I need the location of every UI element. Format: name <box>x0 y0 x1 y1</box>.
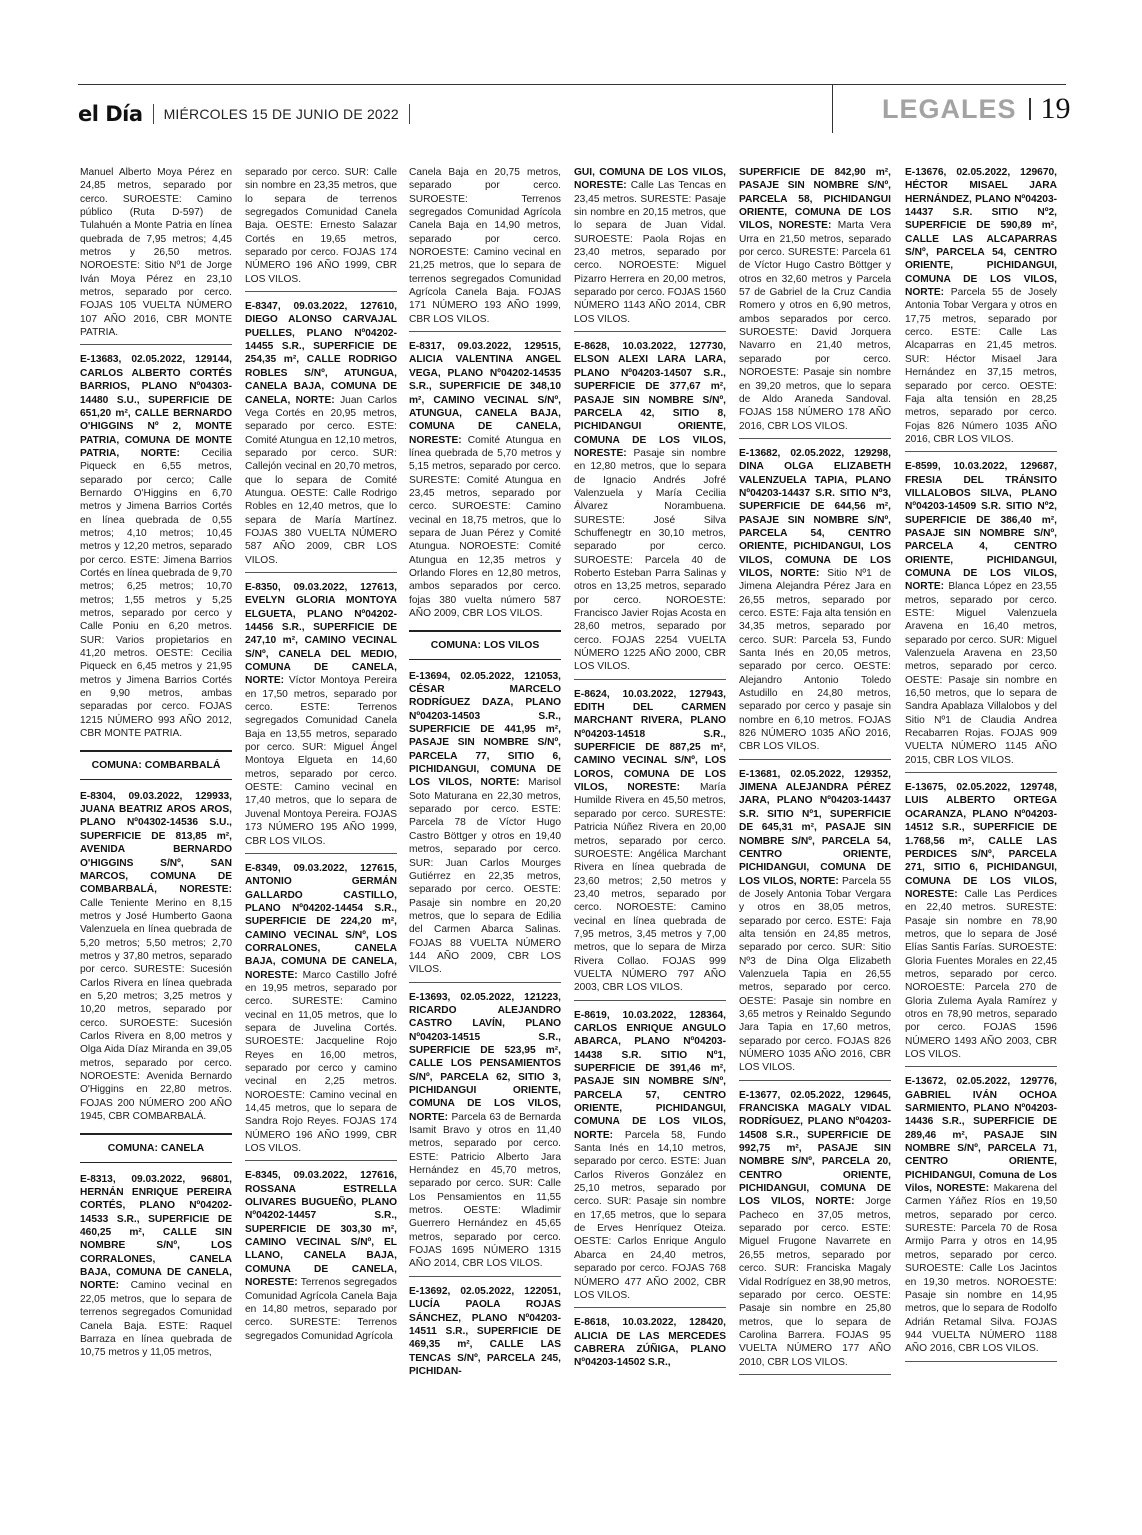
column-4 <box>574 166 726 1466</box>
commune-heading: COMUNA: COMBARBALÁ <box>80 750 232 779</box>
notice-body: Canela Baja en 20,75 metros, separado por cerco. SUROESTE: Terrenos segregados Comunidad Agrícola Canela Baja en 14,90 metros, separado por cerco. NOROESTE: Camino vecinal en 21,25 metros, que lo separa de terrenos segregados Comunidad Agrícola Canela Baja. FOJAS 171 NÚMERO 193 AÑO 1999, CBR LOS VILOS. <box>409 167 561 325</box>
legal-notice <box>409 991 561 1271</box>
notice-body: Parcela 58, Fundo Santa Inés en 14,10 metros, separado por cerco. ESTE: Juan Carlos Riveros González en 25,10 metros, separado por cerco. SUR: Pasaje sin nombre en 17,65 metros, que lo separa de Erves Henríquez Oteiza. OESTE: Carlos Enrique Angulo Abarca en 24,40 metros, separado por cerco. FOJAS 768 NÚMERO 477 AÑO 2002, CBR LOS VILOS. <box>574 1129 726 1301</box>
legal-notice <box>409 340 561 620</box>
notice-heading: E-13683, 02.05.2022, 129144, CARLOS ALBERTO CORTÉS BARRIOS, PLANO Nº04303-14480 S.U., SUPERFICIE DE 651,20 m², CALLE BERNARDO O'HIGGINS Nº 2, MONTE PATRIA, COMUNA DE MONTE PATRIA, NORTE: <box>80 354 232 459</box>
notice-body: Makarena del Carmen Yáñez Ríos en 19,50 metros, separado por cerco. SURESTE: Parcela 70 de Rosa Armijo Parra y otros en 14,95 metros, separado por cerco. SUROESTE: Calle Los Jacintos en 19,30 metros. NOROESTE: Pasaje sin nombre en 14,95 metros, que lo separa de Rodolfo Adrián Retamal Silva. FOJAS 944 VUELTA NÚMERO 1188 AÑO 2016, CBR LOS VILOS. <box>905 1183 1057 1355</box>
notice-heading: E-13694, 02.05.2022, 121053, CÉSAR MARCELO RODRÍGUEZ DAZA, PLANO Nº04203-14503 S.R., SUPERFICIE DE 441,95 m², PASAJE SIN NOMBRE S/Nº, PARCELA 77, SITIO 6, PICHIDANGUI, COMUNA DE LOS VILOS, NORTE: <box>409 670 561 789</box>
notice-divider <box>245 572 397 573</box>
legal-notice <box>409 670 561 977</box>
notice-heading: E-8599, 10.03.2022, 129687, FRESIA DEL TRÁNSITO VILLALOBOS SILVA, PLANO Nº04203-14509 S.R. SITIO Nº2, SUPERFICIE DE 386,40 m², PASAJE SIN NOMBRE S/Nº, PARCELA 4, CENTRO ORIENTE, PICHIDANGUI, COMUNA DE LOS VILOS, NORTE: <box>905 461 1057 593</box>
notice-space <box>180 448 202 459</box>
legal-notice <box>245 166 397 286</box>
notice-divider <box>905 1066 1057 1067</box>
notice-body: Terrenos segregados Comunidad Agrícola Canela Baja en 14,80 metros, separado por cerco. SURESTE: Terrenos segregados Comunidad Agrícola <box>245 1277 397 1342</box>
notice-divider <box>409 982 561 983</box>
notice-heading: E-13681, 02.05.2022, 129352, JIMENA ALEJANDRA PÉREZ JARA, PLANO Nº04203-14437 S.R. SITIO Nº1, SUPERFICIE DE 645,31 m², PASAJE SIN NOMBRE S/Nº, PARCELA 54, CENTRO ORIENTE, PICHIDANGUI, COMUNA DE LOS VILOS, NORTE: <box>739 768 891 887</box>
notice-space <box>944 287 951 298</box>
legal-notice <box>574 1009 726 1303</box>
legal-notice <box>905 781 1057 1061</box>
notice-body: Pasaje sin nombre en 12,80 metros, que lo separa de Ignacio Andrés Jofré Valenzuela y María Cecilia Álvarez Norambuena. SURESTE: José Silva Schuffenegtr en 30,10 metros, separado por cerco. SUROESTE: Parcela 40 de Roberto Esteban Parra Salinas y otros en 13,25 metros, separado por cerco. NOROESTE: Francisco Javier Rojas Acosta en 28,60 metros, separado por cerco. FOJAS 2254 VUELTA NÚMERO 1225 AÑO 2000, CBR LOS VILOS. <box>574 447 726 673</box>
notice-divider <box>245 1160 397 1161</box>
notice-body: Cecilia Piqueck en 6,55 metros, separado por cerco; Calle Bernardo O'Higgins en 6,70 metros y Jimena Barrios Cortés en línea quebrada de 0,55 metros; 4,10 metros; 10,45 metros y 12,20 metros, separado por cerco. ESTE: Jimena Barrios Cortés en línea quebrada de 9,70 metros; 6,25 metros; 10,70 metros; 1,55 metros y 5,25 metros, separado por cerco y Calle Poniu en 6,20 metros. SUR: Varios propietarios en 41,20 metros. OESTE: Cecilia Piqueck en 6,45 metros y 21,95 metros y Jimena Barrios Cortés en 9,90 metros, ambas separadas por cerco. FOJAS 1215 NÚMERO 993 AÑO 2012, CBR MONTE PATRIA. <box>80 447 232 740</box>
column-5 <box>739 166 891 1466</box>
page-number: 19 <box>1040 92 1071 125</box>
legal-notice <box>245 862 397 1156</box>
notice-heading: E-13692, 02.05.2022, 122051, LUCÍA PAOLA ROJAS SÁNCHEZ, PLANO Nº04203-14511 S.R., SUPERFICIE DE 469,35 m², CALLE LAS TENCAS S/Nº, PARCELA 245, PICHIDAN- <box>409 1285 561 1377</box>
notice-heading: E-13675, 02.05.2022, 129748, LUIS ALBERTO ORTEGA OCARANZA, PLANO Nº04203-14512 S.R., SUPERFICIE DE 1.768,56 m², CALLE LAS PERDICES S/Nº, PARCELA 271, SITIO 6, PICHIDANGUI, COMUNA DE LOS VILOS, NORESTE: <box>905 782 1057 900</box>
legal-notice <box>905 166 1057 446</box>
masthead-divider <box>153 104 154 124</box>
legal-notice <box>905 1075 1057 1355</box>
column-3 <box>409 166 561 1466</box>
legal-notice <box>80 1173 232 1360</box>
notice-heading: E-13677, 02.05.2022, 129645, FRANCISKA MAGALY VIDAL RODRÍGUEZ, PLANO Nº04203-14508 S.R., SUPERFICIE DE 992,75 m², PASAJE SIN NOMBRE S/Nº, PARCELA 20, CENTRO ORIENTE, PICHIDANGUI, COMUNA DE LOS VILOS, NORTE: <box>739 1089 891 1208</box>
notice-body: Parcela 55 de Josely Antonia Tobar Vergara y otros en 17,75 metros, separado por cerco. ESTE: Calle Las Alcaparras en 21,45 metros. SUR: Héctor Misael Jara Hernández en 37,15 metros, separado por cerco. OESTE: Faja alta tensión en 28,25 metros, separado por cerco. Fojas 826 Número 1035 AÑO 2016, CBR LOS VILOS. <box>905 287 1057 445</box>
column-6 <box>905 166 1057 1466</box>
notice-divider <box>80 344 232 345</box>
notice-body: Calle Las Perdices en 22,40 metros. SURESTE: Pasaje sin nombre en 78,90 metros, que lo separa de José Elías Santis Farías. SUROESTE: Gloria Fuentes Morales en 22,45 metros, separado por cerco. NOROESTE: Parcela 270 de Gloria Zulema Ayala Ramírez y otros en 78,90 metros, separado por cerco. FOJAS 1596 NÚMERO 1493 AÑO 2003, CBR LOS VILOS. <box>905 888 1057 1060</box>
notice-divider <box>574 679 726 680</box>
notice-divider <box>245 853 397 854</box>
notice-divider <box>245 291 397 292</box>
notice-divider <box>905 772 1057 773</box>
legal-notice <box>739 1089 891 1369</box>
legal-notice <box>574 1316 726 1369</box>
notice-space <box>627 448 634 459</box>
commune-heading: COMUNA: LOS VILOS <box>409 630 561 659</box>
notice-heading: E-8624, 10.03.2022, 127943, EDITH DEL CARMEN MARCHANT RIVERA, PLANO Nº04203-14518 S.R., SUPERFICIE DE 887,25 m², CAMINO VECINAL S/Nº, LOS LOROS, COMUNA DE LOS VILOS, NORESTE: <box>574 688 726 794</box>
legal-notice <box>245 581 397 848</box>
notice-body: Blanca López en 23,55 metros, separado por cerco. ESTE: Miguel Valenzuela Aravena en 16,40 metros, separado por cerco. SUR: Miguel Valenzuela Aravena en 23,50 metros, separado por cerco. OESTE: Pasaje sin nombre en 16,50 metros, que lo separa de Sandra Apablaza Villalobos y del Sitio Nº1 de Claudia Andrea Recabarren Rojas. FOJAS 909 VUELTA NÚMERO 1145 AÑO 2015, CBR LOS VILOS. <box>905 581 1057 766</box>
masthead <box>78 100 420 128</box>
notice-heading: E-8618, 10.03.2022, 128420, ALICIA DE LAS MERCEDES CABRERA ZÚÑIGA, PLANO Nº04203-14502 S.R., <box>574 1317 726 1369</box>
notice-body: Camino vecinal en 22,05 metros, que lo separa de terrenos segregados Comunidad Canela Baja. ESTE: Raquel Barraza en línea quebrada de 10,75 metros y 11,05 metros, <box>80 1280 232 1359</box>
notice-body: Juan Carlos Vega Cortés en 20,95 metros, separado por cerco. ESTE: Comité Atungua en 12,10 metros, separado por cerco. SUR: Callejón vecinal en 20,70 metros, que lo separa de Comité Atungua. OESTE: Calle Rodrigo Robles en 12,40 metros, que lo separa de María Martínez. FOJAS 380 VUELTA NÚMERO 587 AÑO 2009, CBR LOS VILOS. <box>245 394 397 566</box>
notice-heading: GUI, COMUNA DE LOS VILOS, NORESTE: <box>574 167 726 192</box>
notice-divider <box>739 759 891 760</box>
commune-heading: COMUNA: CANELA <box>80 1133 232 1162</box>
notice-heading: E-8619, 10.03.2022, 128364, CARLOS ENRIQUE ANGULO ABARCA, PLANO Nº04203-14438 S.R. SITIO Nº1, SUPERFICIE DE 391,46 m², PASAJE SIN NOMBRE S/Nº, PARCELA 57, CENTRO ORIENTE, PICHIDANGUI, COMUNA DE LOS VILOS, NORTE: <box>574 1009 726 1141</box>
notice-divider <box>409 331 561 332</box>
legal-notice <box>245 1169 397 1342</box>
legal-notice <box>409 1285 561 1378</box>
section-divider <box>1029 98 1031 120</box>
section-title: LEGALES <box>882 93 1017 124</box>
notice-divider <box>409 1276 561 1277</box>
notice-heading: E-8628, 10.03.2022, 127730, ELSON ALEXI LARA LARA, PLANO Nº04203-14507 S.R., SUPERFICIE DE 377,67 m², PASAJE SIN NOMBRE S/Nº, PARCELA 42, SITIO 8, PICHIDANGUI ORIENTE, COMUNA DE LOS VILOS, NORESTE: <box>574 341 726 459</box>
column-2 <box>245 166 397 1466</box>
newspaper-logo: el Día <box>78 102 143 126</box>
notice-heading: E-13676, 02.05.2022, 129670, HÉCTOR MISAEL JARA HERNÁNDEZ, PLANO Nº04203-14437 S.R. SITIO Nº2, SUPERFICIE DE 590,89 m², CALLE LAS ALCAPARRAS S/Nº, PARCELA 54, CENTRO ORIENTE, PICHIDANGUI, COMUNA DE LOS VILOS, NORTE: <box>905 167 1057 299</box>
notice-heading: E-8304, 09.03.2022, 129933, JUANA BEATRIZ AROS AROS, PLANO Nº04302-14536 S.U., SUPERFICIE DE 813,85 m², AVENIDA BERNARDO O'HIGGINS S/Nº, SAN MARCOS, COMUNA DE COMBARBALÁ, NORESTE: <box>80 790 232 896</box>
notice-heading: E-8317, 09.03.2022, 129515, ALICIA VALENTINA ANGEL VEGA, PLANO Nº04202-14535 S.R., SUPERFICIE DE 348,10 m², CAMINO VECINAL S/Nº, ATUNGUA, CANELA BAJA, COMUNA DE CANELA, NORESTE: <box>409 341 561 446</box>
notice-divider <box>905 1361 1057 1362</box>
column-1 <box>80 166 232 1466</box>
notice-heading: E-8313, 09.03.2022, 96801, HERNÁN ENRIQUE PEREIRA CORTÉS, PLANO Nº04202-14533 S.R., SUPERFICIE DE 460,25 m², CALLE SIN NOMBRE S/Nº, LOS CORRALONES, CANELA BAJA, COMUNA DE CANELA, NORTE: <box>80 1173 232 1292</box>
notice-space <box>119 1280 131 1291</box>
header-top-rule <box>78 84 1066 85</box>
legal-notice <box>739 768 891 1075</box>
legal-notice <box>574 340 726 674</box>
notice-body: separado por cerco. SUR: Calle sin nombre en 23,35 metros, que lo separa de terrenos segregados Comunidad Canela Baja. OESTE: Ernesto Salazar Cortés en 19,65 metros, separado por cerco. FOJAS 174 NÚMERO 196 AÑO 1999, CBR LOS VILOS. <box>245 167 397 285</box>
legal-notice <box>905 460 1057 767</box>
legal-notice <box>739 166 891 433</box>
notice-space <box>854 1196 865 1207</box>
notice-body: Parcela 55 de Josely Antonia Tobar Vergara y otros en 38,05 metros, separado por cerco. ESTE: Faja alta tensión en 24,85 metros, separado por cerco. SUR: Sitio Nº3 de Dina Olga Elizabeth Valenzuela Tapia en 26,55 metros, separado por cerco. OESTE: Pasaje sin nombre en 3,65 metros y Reinaldo Segundo Jara Tapia en 17,60 metros, separado por cerco. FOJAS 826 NÚMERO 1035 AÑO 2016, CBR LOS VILOS. <box>739 875 891 1074</box>
legal-notice <box>80 790 232 1124</box>
notice-divider <box>574 1000 726 1001</box>
notice-heading: E-13672, 02.05.2022, 129776, GABRIEL IVÁN OCHOA SARMIENTO, PLANO Nº04203-14436 S.R., SUPERFICIE DE 289,46 m², PASAJE SIN NOMBRE S/Nº, PARCELA 71, CENTRO ORIENTE, PICHIDANGUI, Comuna de Los Vilos, NORESTE: <box>905 1076 1057 1195</box>
section-header <box>882 92 1071 126</box>
notice-body: Jorge Pacheco en 37,05 metros, separado por cerco. ESTE: Miguel Frugone Navarrete en 26,55 metros, separado por cerco. SUR: Franciska Magaly Vidal Rodríguez en 38,90 metros, separado por cerco. OESTE: Pasaje sin nombre en 25,80 metros, que lo separa de Carolina Barrera. FOJAS 95 VUELTA NÚMERO 177 AÑO 2010, CBR LOS VILOS. <box>739 1196 891 1368</box>
notice-heading: E-8347, 09.03.2022, 127610, DIEGO ALONSO CARVAJAL PUELLES, PLANO Nº04202-14455 S.R., SUPERFICIE DE 254,35 m², CALLE RODRIGO ROBLES S/Nº, ATUNGUA, CANELA BAJA, COMUNA DE CANELA, NORTE: <box>245 301 397 406</box>
legal-notice <box>574 688 726 995</box>
notice-body: María Humilde Rivera en 45,50 metros, separado por cerco. SURESTE: Patricia Núñez Rivera en 20,00 metros, separado por cerco. SUROESTE: Angélica Marchant Rivera en línea quebrada de 23,60 metros; 2,50 metros y 23,40 metros, separado por cerco. NOROESTE: Camino vecinal en línea quebrada de 7,95 metros, 3,45 metros y 7,00 metros, que lo separa de Mirza Rivera Collao. FOJAS 999 VUELTA NÚMERO 797 AÑO 2003, CBR LOS VILOS. <box>574 782 726 994</box>
legal-notice <box>80 353 232 740</box>
notice-divider <box>574 331 726 332</box>
legal-notice <box>739 447 891 754</box>
legal-notice <box>409 166 561 326</box>
notice-body: Parcela 63 de Bernarda Isamit Bravo y otros en 11,40 metros, separado por cerco. ESTE: Patricio Alberto Jara Hernández en 45,70 metros, separado por cerco. SUR: Calle Los Pensamientos en 11,55 metros. OESTE: Wladimir Guerrero Hernández en 45,65 metros, separado por cerco. FOJAS 1695 NÚMERO 1315 AÑO 2014, CBR LOS VILOS. <box>409 1111 561 1270</box>
notice-divider <box>574 1307 726 1308</box>
notice-body: Sitio Nº1 de Jimena Alejandra Pérez Jara en 26,55 metros, separado por cerco. ESTE: Faja alta tensión en 34,35 metros, separado por cerco. SUR: Parcela 53, Fundo Santa Inés en 20,05 metros, separado por cerco. OESTE: Alejandro Antonio Toledo Astudillo en 24,80 metros, separado por cerco y pasaje sin nombre en 6,10 metros. FOJAS 826 NÚMERO 1035 AÑO 2016, CBR LOS VILOS. <box>739 567 891 753</box>
notice-body: Marisol Soto Maturana en 22,30 metros, separado por cerco. ESTE: Parcela 78 de Víctor Hugo Castro Böttger y otros en 19,40 metros, separado por cerco. SUR: Juan Carlos Mourges Gutiérrez en 22,35 metros, separado por cerco. OESTE: Pasaje sin nombre en 20,20 metros, que lo separa de Edilia del Carmen Abarca Salinas. FOJAS 88 VUELTA NÚMERO 144 AÑO 2009, CBR LOS VILOS. <box>409 777 561 976</box>
legal-notice <box>245 300 397 567</box>
legal-notice <box>80 166 232 339</box>
notice-space <box>613 1130 625 1141</box>
notice-body: Manuel Alberto Moya Pérez en 24,85 metros, separado por cerco. SUROESTE: Camino público (Ruta D-597) de Tulahuén a Monte Patria en línea quebrada de 7,95 metros; 4,45 metros y 26,50 metros. NOROESTE: Sitio Nº1 de Jorge Iván Moya Pérez en 23,10 metros, separado por cerco. FOJAS 105 VUELTA NÚMERO 107 AÑO 2016, CBR MONTE PATRIA. <box>80 167 232 339</box>
header-vertical-rule <box>832 84 833 133</box>
notice-heading: E-8349, 09.03.2022, 127615, ANTONIO GERMÁN GALLARDO CASTILLO, PLANO Nº04202-14454 S.R., SUPERFICIE DE 224,20 m², CAMINO VECINAL S/Nº, LOS CORRALONES, CANELA BAJA, COMUNA DE CANELA, NORESTE: <box>245 862 397 981</box>
notice-divider <box>739 1374 891 1375</box>
notice-heading: E-13682, 02.05.2022, 129298, DINA OLGA ELIZABETH VALENZUELA TAPIA, PLANO Nº04203-14437 S.R. SITIO Nº3, SUPERFICIE DE 644,56 m², PASAJE SIN NOMBRE S/Nº, PARCELA 54, CENTRO ORIENTE, PICHIDANGUI, LOS VILOS, COMUNA DE LOS VILOS, NORTE: <box>739 447 891 579</box>
notice-heading: E-8350, 09.03.2022, 127613, EVELYN GLORIA MONTOYA ELGUETA, PLANO Nº04202-14456 S.R., SUPERFICIE DE 247,10 m², CAMINO VECINAL S/Nº, CANELA DEL MEDIO, COMUNA DE CANELA, NORTE: <box>245 581 397 687</box>
notice-heading: E-13693, 02.05.2022, 121223, RICARDO ALEJANDRO CASTRO LAVÍN, PLANO Nº04203-14515 S.R., SUPERFICIE DE 523,95 m², CALLE LOS PENSAMIENTOS S/Nº, PARCELA 62, SITIO 3, PICHIDANGUI ORIENTE, COMUNA DE LOS VILOS, NORTE: <box>409 991 561 1123</box>
notice-body: Marco Castillo Jofré en 19,95 metros, separado por cerco. SURESTE: Camino vecinal en 11,05 metros, que lo separa de Juvelina Cortés. SUROESTE: Jacqueline Rojo Reyes en 16,00 metros, separado por cerco y camino vecinal en 2,25 metros. NOROESTE: Camino vecinal en 14,45 metros, que lo separa de Sandra Rojo Reyes. FOJAS 174 NÚMERO 196 AÑO 1999, CBR LOS VILOS. <box>245 969 397 1155</box>
notice-divider <box>905 451 1057 452</box>
notice-divider <box>739 438 891 439</box>
notice-heading: SUPERFICIE DE 842,90 m², PASAJE SIN NOMBRE S/Nº, PARCELA 58, PICHIDANGUI ORIENTE, COMUNA DE LOS VILOS, NORESTE: <box>739 167 891 232</box>
notice-body: Víctor Montoya Pereira en 17,50 metros, separado por cerco. ESTE: Terrenos segregados Comunidad Canela Baja en 13,55 metros, separado por cerco. SUR: Miguel Ángel Montoya Elgueta en 14,60 metros, separado por cerco. OESTE: Camino vecinal en 17,40 metros, que lo separa de Juvenal Montoya Pereira. FOJAS 173 NÚMERO 195 AÑO 1999, CBR LOS VILOS. <box>245 675 397 847</box>
notice-heading: E-8345, 09.03.2022, 127616, ROSSANA ESTRELLA OLIVARES BUGUEÑO, PLANO Nº04202-14457 S.R., SUPERFICIE DE 303,30 m², CAMINO VECINAL S/Nº, EL LLANO, CANELA BAJA, COMUNA DE CANELA, NORESTE: <box>245 1170 397 1289</box>
legal-notice <box>574 166 726 326</box>
notice-body: Marta Vera Urra en 21,50 metros, separado por cerco. SURESTE: Parcela 61 de Víctor Hugo Castro Böttger y otros en 32,60 metros y Parcela 57 de Gabriel de la Cruz Candia Romero y otros en 6,90 metros, ambos separados por cerco. SUROESTE: David Jorquera Navarro en 21,40 metros, separado por cerco. NOROESTE: Pasaje sin nombre en 39,20 metros, que lo separa de Aldo Araneda Sandoval. FOJAS 158 NÚMERO 178 AÑO 2016, CBR LOS VILOS. <box>739 220 891 432</box>
notice-body: Calle Teniente Merino en 8,15 metros y José Humberto Gaona Valenzuela en línea quebrada de 5,20 metros; 5,50 metros; 2,70 metros y 37,80 metros, separado por cerco. SURESTE: Sucesión Carlos Rivera en línea quebrada en 5,20 metros; 3,25 metros y 10,20 metros, separado por cerco. SUROESTE: Sucesión Carlos Rivera en 8,00 metros y Olga Aida Díaz Miranda en 39,05 metros, separado por cerco. NOROESTE: Avenida Bernardo O'Higgins en 22,80 metros. FOJAS 200 NÚMERO 200 AÑO 1945, CBR COMBARBALÁ. <box>80 897 232 1123</box>
notice-divider <box>739 1080 891 1081</box>
notice-space <box>680 782 700 793</box>
notice-space <box>520 777 529 788</box>
issue-date: MIÉRCOLES 15 DE JUNIO DE 2022 <box>163 106 399 122</box>
notice-body: Comité Atungua en línea quebrada de 5,70 metros y 5,15 metros, separado por cerco. SURESTE: Comité Atungua en 23,45 metros, separado por cerco. SUROESTE: Camino vecinal en 18,75 metros, que lo separa de Juan Pérez y Comité Atungua. NOROESTE: Comité Atungua en 12,35 metros y Orlando Flores en 12,80 metros, ambos separados por cerco. fojas 380 vuelta número 587 AÑO 2009, CBR LOS VILOS. <box>409 434 561 619</box>
masthead-divider <box>409 104 410 124</box>
notice-body: Calle Las Tencas en 23,45 metros. SURESTE: Pasaje sin nombre en 20,15 metros, que lo separa de Juan Vidal. SUROESTE: Paola Rojas en 23,40 metros, separado por cerco. NOROESTE: Miguel Pizarro Herrera en 20,00 metros, separado por cerco. FOJAS 1560 NÚMERO 1143 AÑO 2014, CBR LOS VILOS. <box>574 180 726 325</box>
